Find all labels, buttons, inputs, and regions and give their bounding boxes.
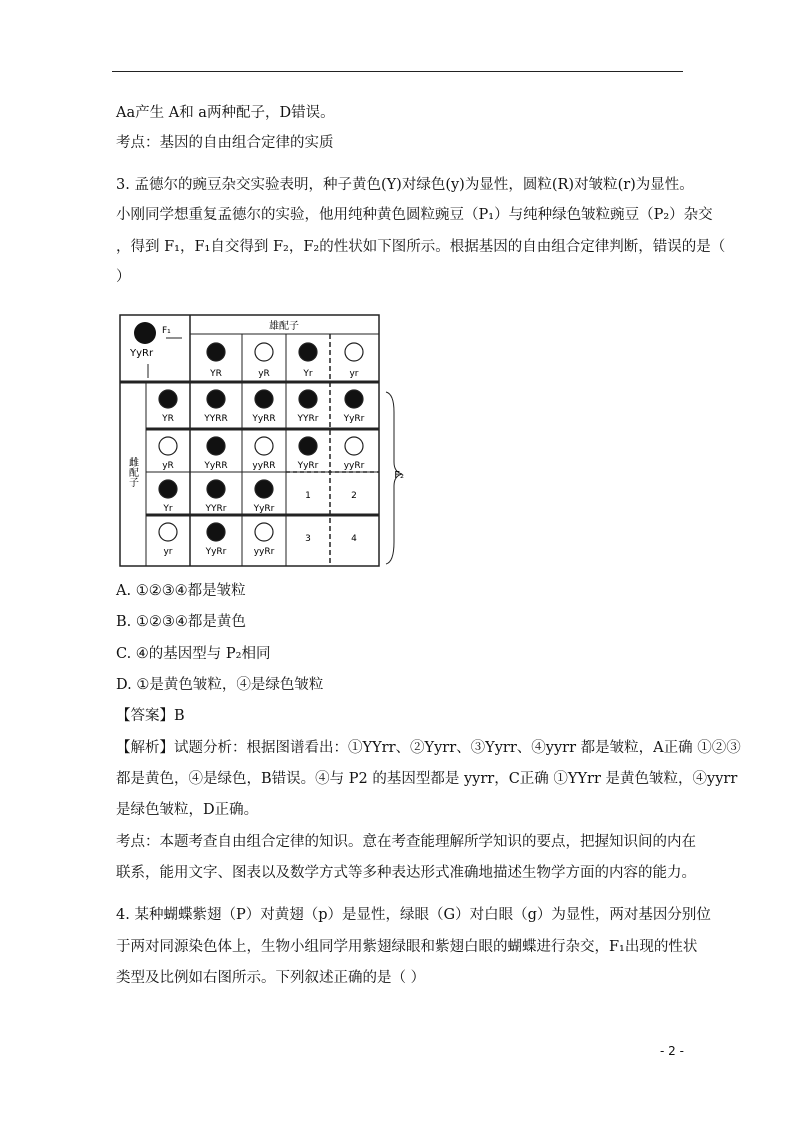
offspring-seed bbox=[207, 437, 225, 455]
offspring-genotype: YYRr bbox=[205, 504, 227, 514]
offspring-genotype: YyRr bbox=[297, 461, 319, 471]
gamete-seed bbox=[299, 343, 317, 361]
female-gamete-label: yr bbox=[163, 547, 173, 557]
male-gamete-label: YR bbox=[210, 369, 222, 379]
offspring-seed bbox=[299, 437, 317, 455]
knowledge-point-line: 考点：本题考查自由组合定律的知识。意在考查能理解所学知识的要点，把握知识间的内在 bbox=[116, 834, 696, 850]
offspring-genotype: yyRr bbox=[343, 461, 365, 471]
text-line: ，得到 F₁，F₁自交得到 F₂，F₂的性状如下图所示。根据基因的自由组合定律判断，错误的是（ bbox=[116, 239, 726, 255]
option-c: C. ④的基因型与 P₂相同 bbox=[116, 646, 271, 662]
f1-label: F₁ bbox=[162, 326, 171, 336]
text-line: ） bbox=[116, 269, 131, 285]
female-gamete-label: Yr bbox=[163, 504, 173, 514]
male-gametes-header: 雄配子 bbox=[269, 321, 299, 332]
offspring-seed bbox=[255, 480, 273, 498]
text-line: 小刚同学想重复孟德尔的实验，他用纯种黄色圆粒豌豆（P₁）与纯种绿色皱粒豌豆（P₂）杂交 bbox=[116, 207, 713, 223]
text-line: 于两对同源染色体上，生物小组同学用紫翅绿眼和紫翅白眼的蝴蝶进行杂交，F₁出现的性状 bbox=[116, 939, 698, 955]
gamete-seed bbox=[159, 390, 177, 408]
offspring-seed bbox=[255, 523, 273, 541]
offspring-genotype: YyRr bbox=[205, 547, 227, 557]
offspring-seed bbox=[255, 437, 273, 455]
answer: 【答案】B bbox=[116, 708, 185, 724]
female-gamete-label: yR bbox=[162, 461, 174, 471]
male-gamete-label: Yr bbox=[303, 369, 313, 379]
gamete-seed bbox=[345, 343, 363, 361]
male-gamete-label: yr bbox=[349, 369, 359, 379]
offspring-seed bbox=[345, 437, 363, 455]
option-d: D. ①是黄色皱粒，④是绿色皱粒 bbox=[116, 677, 324, 693]
analysis-line: 是绿色皱粒，D正确。 bbox=[116, 802, 259, 818]
f1-seed bbox=[134, 322, 156, 344]
offspring-genotype: YyRR bbox=[204, 461, 228, 471]
offspring-genotype: YYRR bbox=[204, 414, 228, 424]
f2-label: F₂ bbox=[394, 470, 404, 481]
text-line: Aa产生 A和 a两种配子，D错误。 bbox=[116, 105, 335, 121]
offspring-number: 2 bbox=[351, 491, 357, 501]
analysis-line: 【解析】试题分析：根据图谱看出：①YYrr、②Yyrr、③Yyrr、④yyrr 都是皱粒，A正确 ①②③ bbox=[116, 740, 741, 756]
punnett-square-figure bbox=[118, 312, 406, 570]
female-gamete-label: YR bbox=[162, 414, 174, 424]
offspring-genotype: yyRr bbox=[253, 547, 275, 557]
text-line: 考点：基因的自由组合定律的实质 bbox=[116, 135, 334, 151]
offspring-genotype: YYRr bbox=[297, 414, 319, 424]
gamete-seed bbox=[159, 480, 177, 498]
knowledge-point-line: 联系，能用文字、图表以及数学方式等多种表达形式准确地描述生物学方面的内容的能力。 bbox=[116, 865, 696, 881]
page-number: - 2 - bbox=[660, 1044, 684, 1058]
offspring-seed bbox=[207, 480, 225, 498]
offspring-number: 1 bbox=[305, 491, 311, 501]
offspring-genotype: YyRr bbox=[343, 414, 365, 424]
gamete-seed bbox=[159, 523, 177, 541]
gamete-seed bbox=[159, 437, 177, 455]
offspring-seed bbox=[345, 390, 363, 408]
question-3-stem: 3. 孟德尔的豌豆杂交实验表明，种子黄色(Y)对绿色(y)为显性，圆粒(R)对皱粒(r)为显性。 bbox=[116, 177, 694, 193]
offspring-seed bbox=[207, 523, 225, 541]
f1-genotype: YyRr bbox=[130, 348, 154, 359]
header-rule bbox=[112, 71, 683, 72]
female-gametes-header: 雌配子 bbox=[126, 457, 138, 487]
question-4-stem: 4. 某种蝴蝶紫翅（P）对黄翅（p）是显性，绿眼（G）对白眼（g）为显性，两对基因分别位 bbox=[116, 907, 711, 923]
analysis-line: 都是黄色，④是绿色，B错误。④与 P2 的基因型都是 yyrr，C正确 ①YYrr 是黄色皱粒，④yyrr bbox=[116, 771, 738, 787]
offspring-seed bbox=[207, 390, 225, 408]
text-line: 类型及比例如右图所示。下列叙述正确的是（ ） bbox=[116, 970, 426, 986]
offspring-genotype: YyRR bbox=[252, 414, 276, 424]
offspring-number: 4 bbox=[351, 534, 357, 544]
gamete-seed bbox=[255, 343, 273, 361]
offspring-number: 3 bbox=[305, 534, 311, 544]
male-gamete-label: yR bbox=[258, 369, 270, 379]
gamete-seed bbox=[207, 343, 225, 361]
offspring-genotype: yyRR bbox=[252, 461, 276, 471]
offspring-seed bbox=[299, 390, 317, 408]
offspring-genotype: YyRr bbox=[253, 504, 275, 514]
option-a: A. ①②③④都是皱粒 bbox=[116, 583, 246, 599]
option-b: B. ①②③④都是黄色 bbox=[116, 614, 246, 630]
offspring-seed bbox=[255, 390, 273, 408]
